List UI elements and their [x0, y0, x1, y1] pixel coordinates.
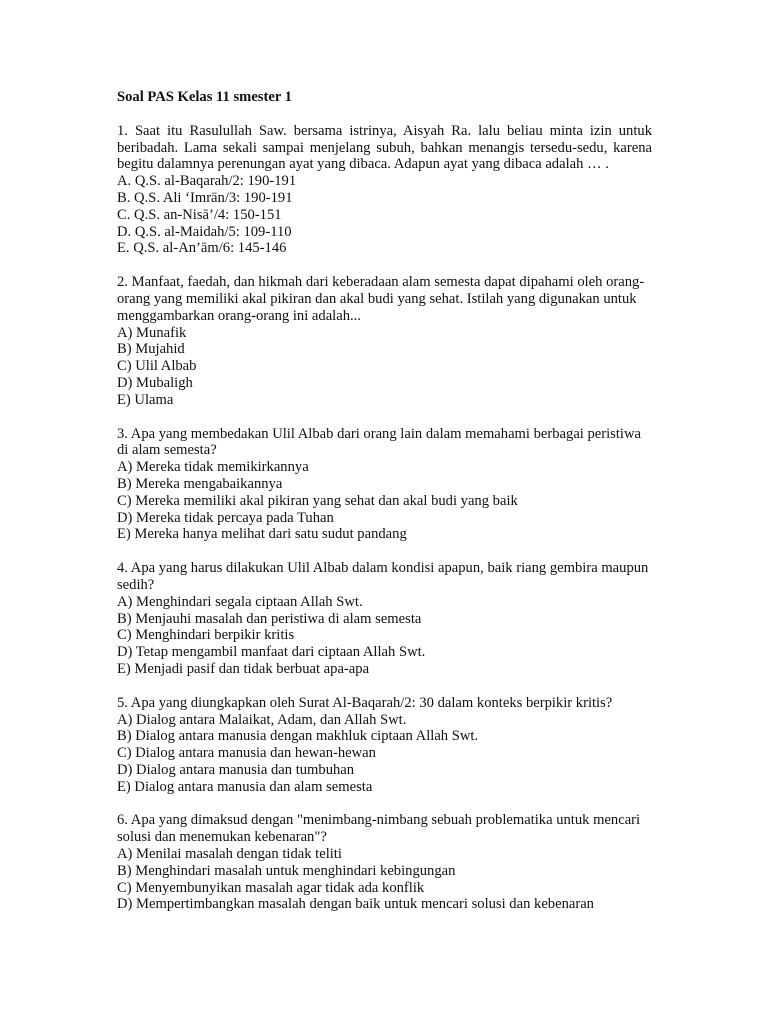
option-d: D) Tetap mengambil manfaat dari ciptaan Allah Swt.	[117, 644, 426, 661]
option-a: A) Mereka tidak memikirkannya	[117, 459, 309, 476]
question-text: 6. Apa yang dimaksud dengan "menimbang-nimbang sebuah problematika untuk mencari solusi dan menemukan kebenaran"?	[117, 812, 641, 846]
option-d: D) Mubaligh	[117, 374, 193, 391]
question-text: 3. Apa yang membedakan Ulil Albab dari orang lain dalam memahami berbagai peristiwa di alam semesta?	[117, 425, 641, 459]
option-d: D) Mereka tidak percaya pada Tuhan	[117, 509, 334, 526]
question-text: 4. Apa yang harus dilakukan Ulil Albab dalam kondisi apapun, baik riang gembira maupun sedih?	[117, 560, 649, 593]
answer-options	[117, 594, 652, 678]
option-c: C) Mereka memiliki akal pikiran yang sehat dan akal budi yang baik	[117, 492, 518, 509]
option-b: B) Menjauhi masalah dan peristiwa di alam semesta	[117, 610, 422, 627]
option-b: B. Q.S. Ali ‘Imrān/3: 190-191	[117, 189, 293, 206]
option-d: D. Q.S. al-Maidah/5: 109-110	[117, 223, 292, 240]
option-e: E) Dialog antara manusia dan alam semesta	[117, 778, 373, 795]
option-e: E. Q.S. al-An’ām/6: 145-146	[117, 240, 287, 257]
option-a: A. Q.S. al-Baqarah/2: 190-191	[117, 173, 297, 190]
question-3	[117, 426, 652, 544]
question-text: 5. Apa yang diungkapkan oleh Surat Al-Baqarah/2: 30 dalam konteks berpikir kritis?	[117, 694, 613, 711]
option-e: E) Mereka hanya melihat dari satu sudut pandang	[117, 526, 407, 543]
option-b: B) Mereka mengabaikannya	[117, 475, 283, 492]
option-c: C) Dialog antara manusia dan hewan-hewan	[117, 745, 376, 762]
document-page	[117, 89, 652, 930]
option-d: D) Dialog antara manusia dan tumbuhan	[117, 761, 355, 778]
question-2	[117, 274, 652, 408]
option-e: E) Menjadi pasif dan tidak berbuat apa-apa	[117, 660, 370, 677]
option-a: A) Munafik	[117, 324, 187, 341]
option-a: A) Menghindari segala ciptaan Allah Swt.	[117, 593, 363, 610]
answer-options	[117, 846, 652, 913]
document-title: Soal PAS Kelas 11 smester 1	[117, 89, 292, 105]
question-6	[117, 812, 652, 913]
answer-options	[117, 325, 652, 409]
option-b: B) Mujahid	[117, 341, 185, 358]
answer-options	[117, 459, 652, 543]
option-c: C) Menyembunyikan masalah agar tidak ada konflik	[117, 879, 425, 896]
question-1	[117, 123, 652, 257]
option-e: E) Ulama	[117, 391, 174, 408]
answer-options	[117, 173, 652, 257]
option-a: A) Menilai masalah dengan tidak teliti	[117, 846, 342, 863]
question-text: 1. Saat itu Rasulullah Saw. bersama istrinya, Aisyah Ra. lalu beliau minta izin untuk beribadah. Lama sekali sampai menjelang subuh, bahkan menangis tersedu-sedu, karena begitu dalamnya perenungan ayat yang dibaca. Adapun ayat yang dibaca adalah … .	[117, 122, 652, 173]
question-4	[117, 560, 652, 678]
question-text: 2. Manfaat, faedah, dan hikmah dari keberadaan alam semesta dapat dipahami oleh orang-orang yang memiliki akal pikiran dan akal budi yang sehat. Istilah yang digunakan untuk menggambarkan orang-orang ini adalah...	[117, 274, 645, 324]
question-5	[117, 695, 652, 796]
option-b: B) Dialog antara manusia dengan makhluk ciptaan Allah Swt.	[117, 728, 479, 745]
option-c: C) Ulil Albab	[117, 358, 197, 375]
option-c: C) Menghindari berpikir kritis	[117, 627, 295, 644]
answer-options	[117, 712, 652, 796]
option-a: A) Dialog antara Malaikat, Adam, dan Allah Swt.	[117, 711, 407, 728]
option-b: B) Menghindari masalah untuk menghindari kebingungan	[117, 862, 456, 879]
option-d: D) Mempertimbangkan masalah dengan baik untuk mencari solusi dan kebenaran	[117, 896, 594, 913]
option-c: C. Q.S. an-Nisā’/4: 150-151	[117, 206, 282, 223]
